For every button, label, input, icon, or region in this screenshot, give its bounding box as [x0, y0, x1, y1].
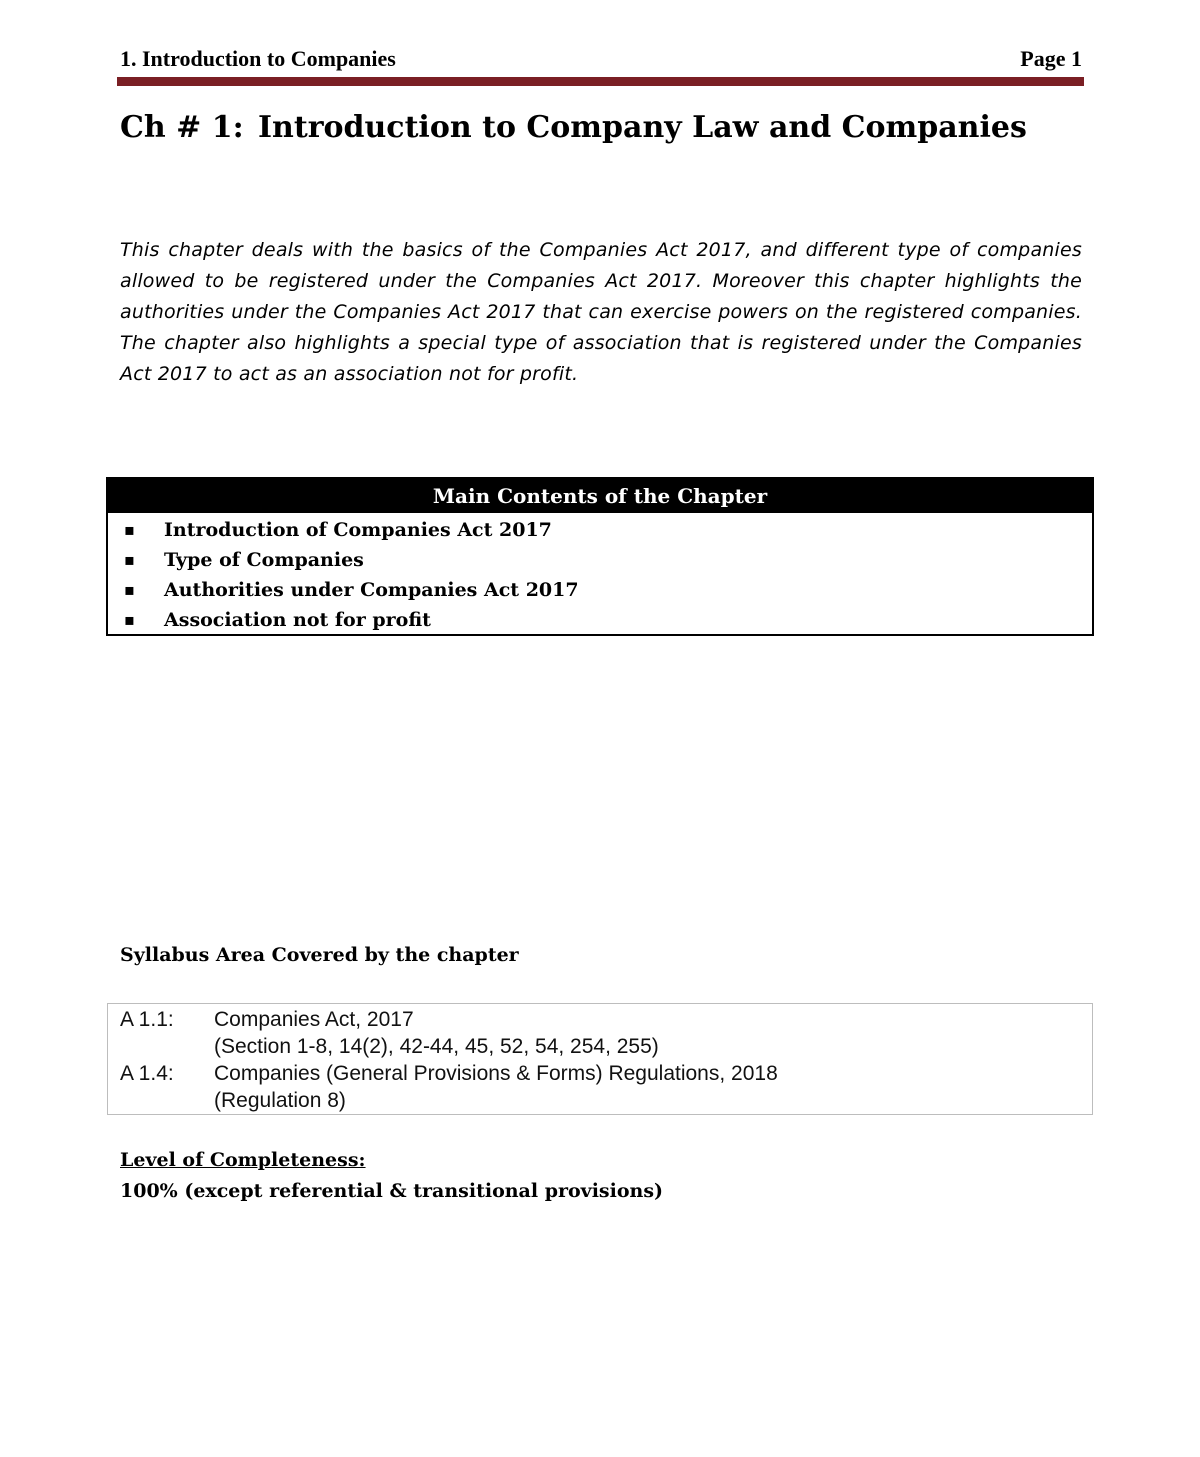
- list-item: [108, 515, 1092, 545]
- list-item-label: Authorities under Companies Act 2017: [164, 579, 579, 601]
- running-header: [120, 46, 1082, 76]
- completeness-label: Level of Completeness:: [120, 1149, 366, 1171]
- syllabus-title: Companies Act, 2017: [214, 1008, 414, 1031]
- syllabus-box: [107, 1003, 1093, 1115]
- bullet-icon: ▪: [124, 580, 135, 599]
- bullet-icon: ▪: [124, 550, 135, 569]
- list-item: [108, 575, 1092, 605]
- list-item-label: Association not for profit: [164, 609, 431, 631]
- chapter-number: Ch # 1:: [120, 110, 244, 145]
- syllabus-detail: (Regulation 8): [214, 1089, 346, 1112]
- syllabus-detail: (Section 1-8, 14(2), 42-44, 45, 52, 54, 254, 255): [214, 1035, 659, 1058]
- chapter-title-text: Introduction to Company Law and Companies: [258, 110, 1027, 145]
- bullet-icon: ▪: [124, 610, 135, 629]
- main-contents-box: [106, 477, 1094, 636]
- chapter-intro: This chapter deals with the basics of the Companies Act 2017, and different type of companies allowed to be registered under the Companies Act 2017. Moreover this chapter highlights the authorities under the Companies Act 2017 that can exercise powers on the registered companies. The chapter also highlights a special type of association that is registered under the Companies Act 2017 to act as an association not for profit.: [120, 239, 1082, 385]
- header-rule: [117, 77, 1084, 86]
- syllabus-code: A 1.1:: [120, 1008, 174, 1031]
- syllabus-row: [120, 1006, 414, 1034]
- syllabus-code: A 1.4:: [120, 1062, 174, 1085]
- list-item: [108, 605, 1092, 635]
- running-header-title: 1. Introduction to Companies: [120, 46, 396, 71]
- main-contents-heading: Main Contents of the Chapter: [108, 479, 1092, 513]
- bullet-icon: ▪: [124, 520, 135, 539]
- syllabus-row: [120, 1060, 778, 1088]
- syllabus-title: Companies (General Provisions & Forms) Regulations, 2018: [214, 1062, 778, 1085]
- list-item-label: Type of Companies: [164, 549, 364, 571]
- list-item-label: Introduction of Companies Act 2017: [164, 519, 552, 541]
- completeness-value: 100% (except referential & transitional provisions): [120, 1180, 664, 1202]
- syllabus-heading: Syllabus Area Covered by the chapter: [120, 944, 519, 966]
- chapter-title: [120, 110, 1027, 145]
- page-number: Page 1: [1020, 46, 1082, 71]
- main-contents-list: [108, 513, 1092, 635]
- list-item: [108, 545, 1092, 575]
